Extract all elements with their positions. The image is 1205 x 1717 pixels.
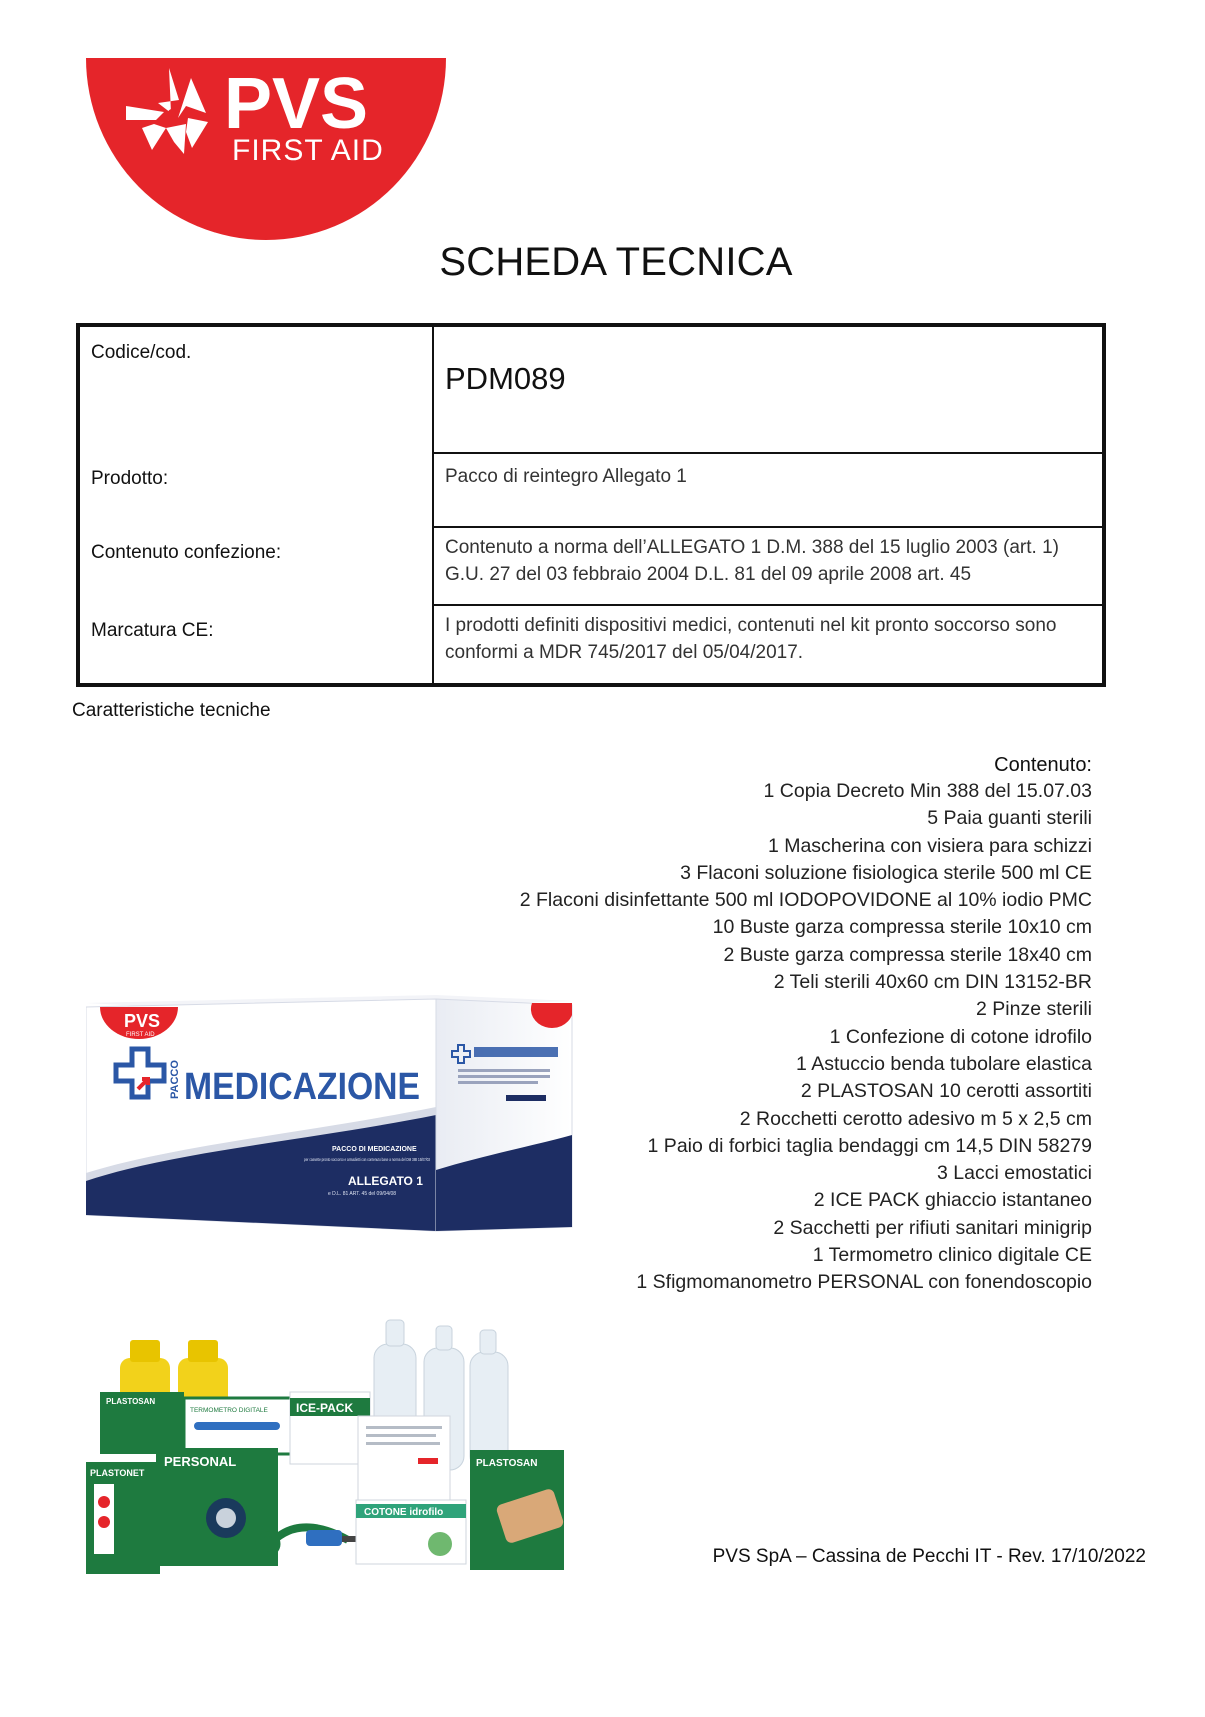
list-item: 3 Flaconi soluzione fisiologica sterile 500 ml CE <box>680 861 1092 884</box>
box-subtitle: FIRST AID <box>126 1032 155 1038</box>
kit-label: TERMOMETRO DIGITALE <box>190 1407 268 1414</box>
list-item: 2 Rocchetti cerotto adesivo m 5 x 2,5 cm <box>739 1107 1092 1130</box>
logo-tagline: FIRST AID <box>232 134 384 167</box>
spec-table <box>76 323 1106 687</box>
box-side-word: PACCO <box>169 1060 181 1099</box>
list-item: 2 Sacchetti per rifiuti sanitari minigrip <box>773 1216 1092 1239</box>
spec-value-ce-marking: I prodotti definiti dispositivi medici, contenuti nel kit pronto soccorso sono conformi a MDR 745/2017 del 05/04/2017. <box>445 615 1057 663</box>
page-title: SCHEDA TECNICA <box>439 240 793 284</box>
list-item: 1 Termometro clinico digitale CE <box>812 1244 1092 1267</box>
spec-label: Marcatura CE: <box>78 605 433 685</box>
kit-contents-image <box>86 1318 572 1580</box>
plastonet-box <box>86 1462 160 1574</box>
kit-label: ICE-PACK <box>296 1401 354 1415</box>
list-item: 2 PLASTOSAN 10 cerotti assortiti <box>800 1080 1092 1103</box>
medicazione-box-image <box>86 995 586 1241</box>
list-item: 2 Pinze sterili <box>976 998 1092 1021</box>
box-band-note: per cassette pronto soccorso e armadietti con contenuto base a norma del DM 388 15/07/03 <box>304 1157 431 1162</box>
thermometer-box <box>184 1398 294 1454</box>
list-item: 10 Buste garza compressa sterile 10x10 cm <box>712 916 1092 939</box>
tourniquet <box>306 1530 364 1546</box>
spec-row-contents <box>78 527 1104 605</box>
spec-label: Contenuto confezione: <box>78 527 433 605</box>
box-brand: PVS <box>124 1011 161 1031</box>
box-allegato: ALLEGATO 1 <box>348 1174 423 1188</box>
box-product-name: MEDICAZIONE <box>184 1066 420 1108</box>
spec-value-contents: Contenuto a norma dell’ALLEGATO 1 D.M. 388 del 15 luglio 2003 (art. 1) G.U. 27 del 03 febbraio 2004 D.L. 81 del 09 aprile 2008 art. 45 <box>433 527 1104 605</box>
list-item: 1 Paio di forbici taglia bendaggi cm 14,5 DIN 58279 <box>647 1134 1092 1157</box>
list-item: 1 Astuccio benda tubolare elastica <box>796 1052 1092 1075</box>
spec-row-code <box>78 325 1104 453</box>
list-item: 2 Flaconi disinfettante 500 ml IODOPOVIDONE al 10% iodio PMC <box>519 889 1092 912</box>
kit-label: PLASTONET <box>90 1468 145 1478</box>
spec-row-ce-marking <box>78 605 1104 685</box>
features-heading: Caratteristiche tecniche <box>72 700 271 721</box>
list-item: 1 Sfigmomanometro PERSONAL con fonendoscopio <box>636 1271 1092 1294</box>
kit-label: PERSONAL <box>164 1454 237 1469</box>
list-item: 1 Mascherina con visiera para schizzi <box>767 834 1092 857</box>
cotton-box <box>356 1500 466 1564</box>
footer-company-revision: PVS SpA – Cassina de Pecchi IT - Rev. 17/10/2022 <box>712 1546 1146 1567</box>
spec-value-product: Pacco di reintegro Allegato 1 <box>433 453 1104 527</box>
spec-value-code: PDM089 <box>433 325 1104 453</box>
kit-label: PLASTOSAN <box>476 1458 538 1469</box>
list-item: 1 Confezione di cotone idrofilo <box>829 1025 1092 1048</box>
list-item: 2 Buste garza compressa sterile 18x40 cm <box>723 943 1092 966</box>
list-item: 5 Paia guanti sterili <box>927 807 1092 830</box>
plastosan-box-right <box>470 1450 565 1570</box>
pvs-first-aid-logo <box>86 58 446 240</box>
list-item: 1 Copia Decreto Min 388 del 15.07.03 <box>763 780 1092 802</box>
plastosan-box-left <box>100 1392 184 1454</box>
logo-brand: PVS <box>224 64 369 144</box>
box-band-title: PACCO DI MEDICAZIONE <box>332 1146 417 1153</box>
spec-label: Prodotto: <box>78 453 433 527</box>
kit-label: COTONE idrofilo <box>364 1507 444 1518</box>
list-item: 2 ICE PACK ghiaccio istantaneo <box>813 1189 1092 1212</box>
box-allegato-note: e D.L. 81 ART. 45 del 09/04/08 <box>328 1191 397 1197</box>
list-item: 3 Lacci emostatici <box>937 1162 1092 1185</box>
spec-label: Codice/cod. <box>78 325 433 453</box>
list-item: 2 Teli sterili 40x60 cm DIN 13152-BR <box>773 971 1092 994</box>
contents-heading: Contenuto: <box>994 754 1092 776</box>
spec-row-product <box>78 453 1104 527</box>
kit-label: PLASTOSAN <box>106 1397 156 1406</box>
